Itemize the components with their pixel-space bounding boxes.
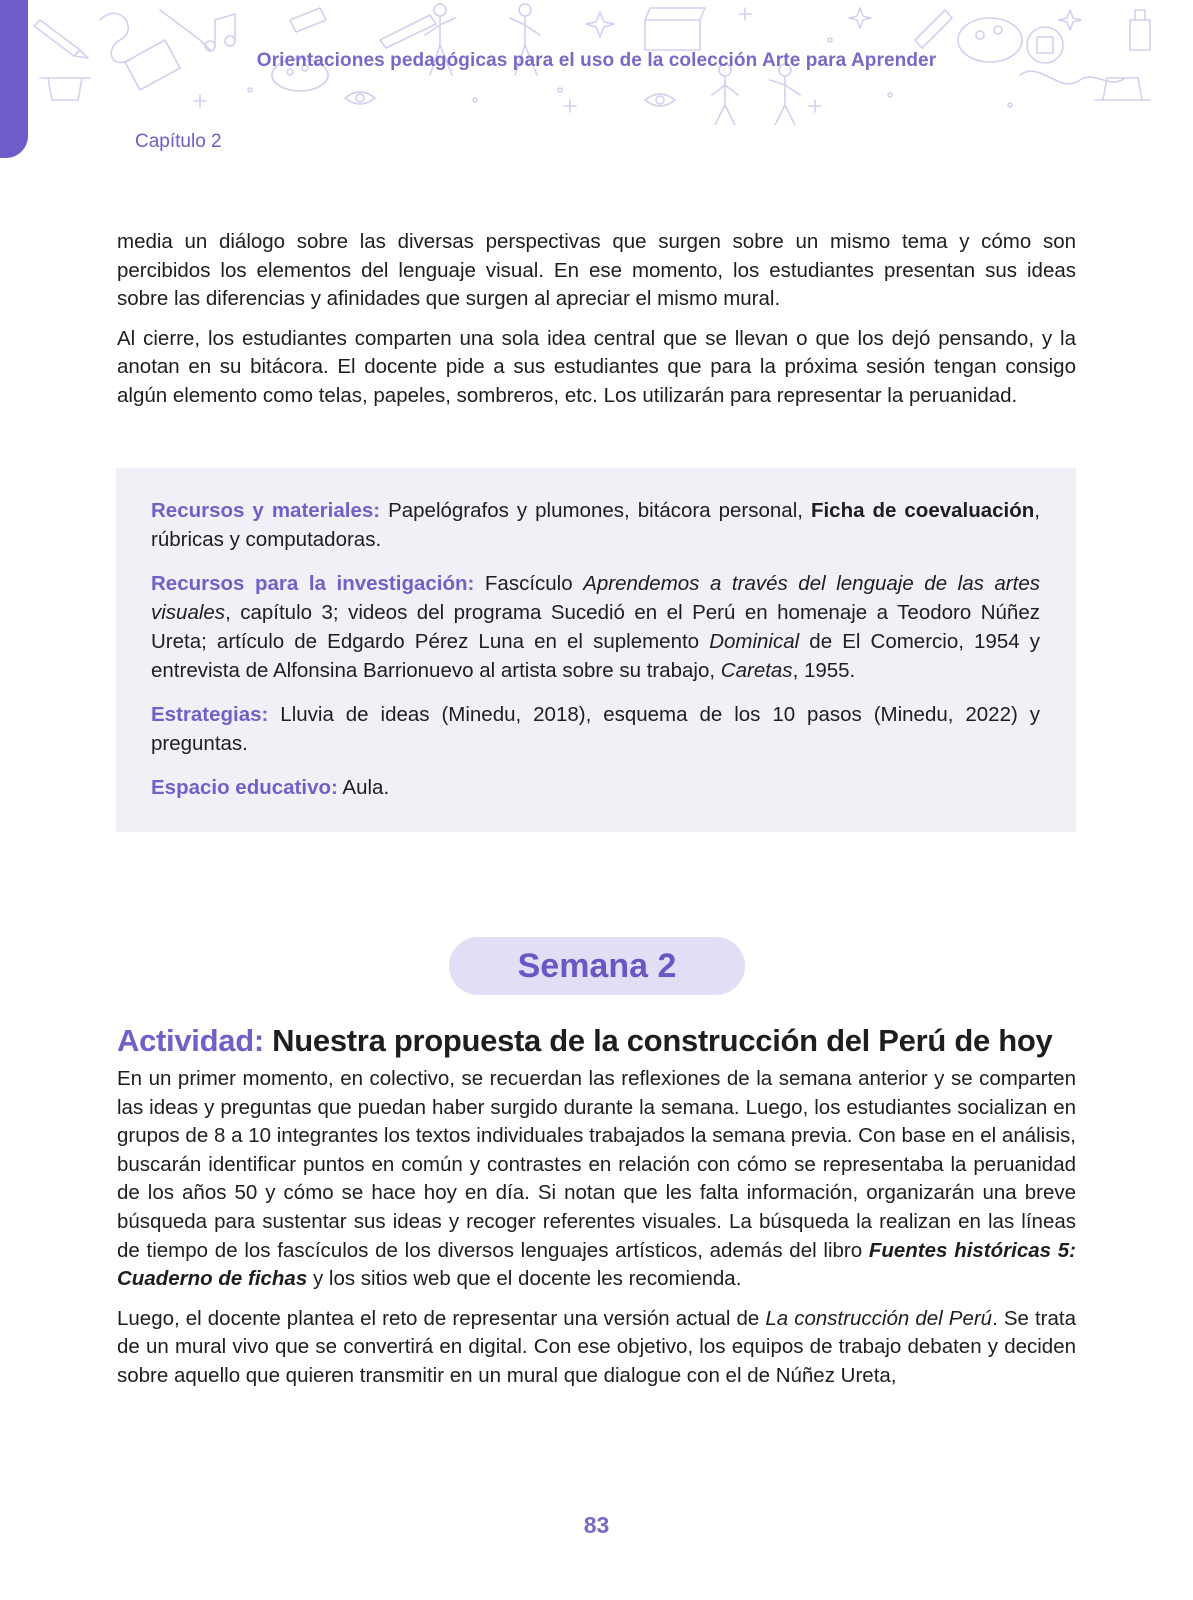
activity-paragraph-1: En un primer momento, en colectivo, se recuerdan las reflexiones de la semana anterior y se comparten las ideas y preguntas que puedan haber surgido durante la semana. Luego, los estudiantes socializan en grupos de 8 a 10 integrantes los textos individuales trabajados la semana previa. Con base en el análisis, buscarán identificar puntos en común y contrastes en relación con cómo se representaba la peruanidad de los años 50 y cómo se hace hoy en día. Si notan que les falta información, organizarán una breve búsqueda para sustentar sus ideas y recoger referentes visuales. La búsqueda la realizan en las líneas de tiempo de los fascículos de los diversos lenguajes artísticos, además del libro Fuentes históricas 5: Cuaderno de fichas y los sitios web que el docente les recomienda. — [117, 1067, 1076, 1291]
page-number: 83 — [583, 1512, 610, 1538]
decorative-header — [0, 0, 1193, 125]
research-resources-label: Recursos para la investigación: — [151, 572, 475, 595]
mural-title-ref: La construcción del Perú — [765, 1306, 993, 1330]
running-head: Orientaciones pedagógicas para el uso de la colección Arte para Aprender — [256, 50, 937, 71]
research-resources-item: Recursos para la investigación: Fascículo Aprendemos a través del lenguaje de las artes visuales, capítulo 3; videos del programa Sucedió en el Perú en homenaje a Teodoro Núñez Ureta; artículo de Edgardo Pérez Luna en el suplemento Dominical de El Comercio, 1954 y entrevista de Alfonsina Barrionuevo al artista sobre su trabajo, Caretas, 1955. — [151, 572, 1040, 682]
week-badge: Semana 2 — [449, 937, 745, 995]
activity-label: Actividad: — [117, 1023, 264, 1058]
activity-heading — [117, 1023, 1097, 1059]
strategies-label: Estrategias: — [151, 703, 269, 726]
chapter-side-tab — [0, 0, 28, 158]
educational-space-label: Espacio educativo: — [151, 776, 338, 799]
chapter-label: Capítulo 2 — [135, 131, 222, 152]
intro-paragraph-2: Al cierre, los estudiantes comparten una sola idea central que se llevan o que los dejó pensando, y la anotan en su bitácora. El docente pide a sus estudiantes que para la próxima sesión tengan consigo algún elemento como telas, papeles, sombreros, etc. Los utilizarán para representar la peruanidad. — [117, 326, 1076, 407]
book-title-ref: Fuentes históricas 5: Cuaderno de fichas — [117, 1238, 1076, 1291]
intro-paragraph-1: media un diálogo sobre las diversas perspectivas que surgen sobre un mismo tema y cómo son percibidos los elementos del lenguaje visual. En ese momento, los estudiantes presentan sus ideas sobre las diferencias y afinidades que surgen al apreciar el mismo mural. — [117, 230, 1076, 311]
resources-item: Recursos y materiales: Papelógrafos y plumones, bitácora personal, Ficha de coevaluación, rúbricas y computadoras. — [151, 499, 1040, 551]
educational-space-item: Espacio educativo: Aula. — [151, 776, 390, 799]
activity-title: Nuestra propuesta de la construcción del Perú de hoy — [263, 1023, 1053, 1058]
activity-paragraph-2: Luego, el docente plantea el reto de representar una versión actual de La construcción del Perú. Se trata de un mural vivo que se convertirá en digital. Con ese objetivo, los equipos de trabajo debaten y deciden sobre aquello que quieren transmitir en un mural que dialogue con el de Núñez Ureta, — [117, 1306, 1076, 1387]
resources-box — [116, 468, 1076, 832]
resources-label: Recursos y materiales: — [151, 499, 381, 522]
intro-section — [117, 228, 1076, 422]
strategies-item: Estrategias: Lluvia de ideas (Minedu, 2018), esquema de los 10 pasos (Minedu, 2022) y preguntas. — [151, 703, 1040, 755]
activity-body — [117, 1065, 1076, 1402]
coevaluation-sheet-ref: Ficha de coevaluación — [810, 499, 1035, 522]
